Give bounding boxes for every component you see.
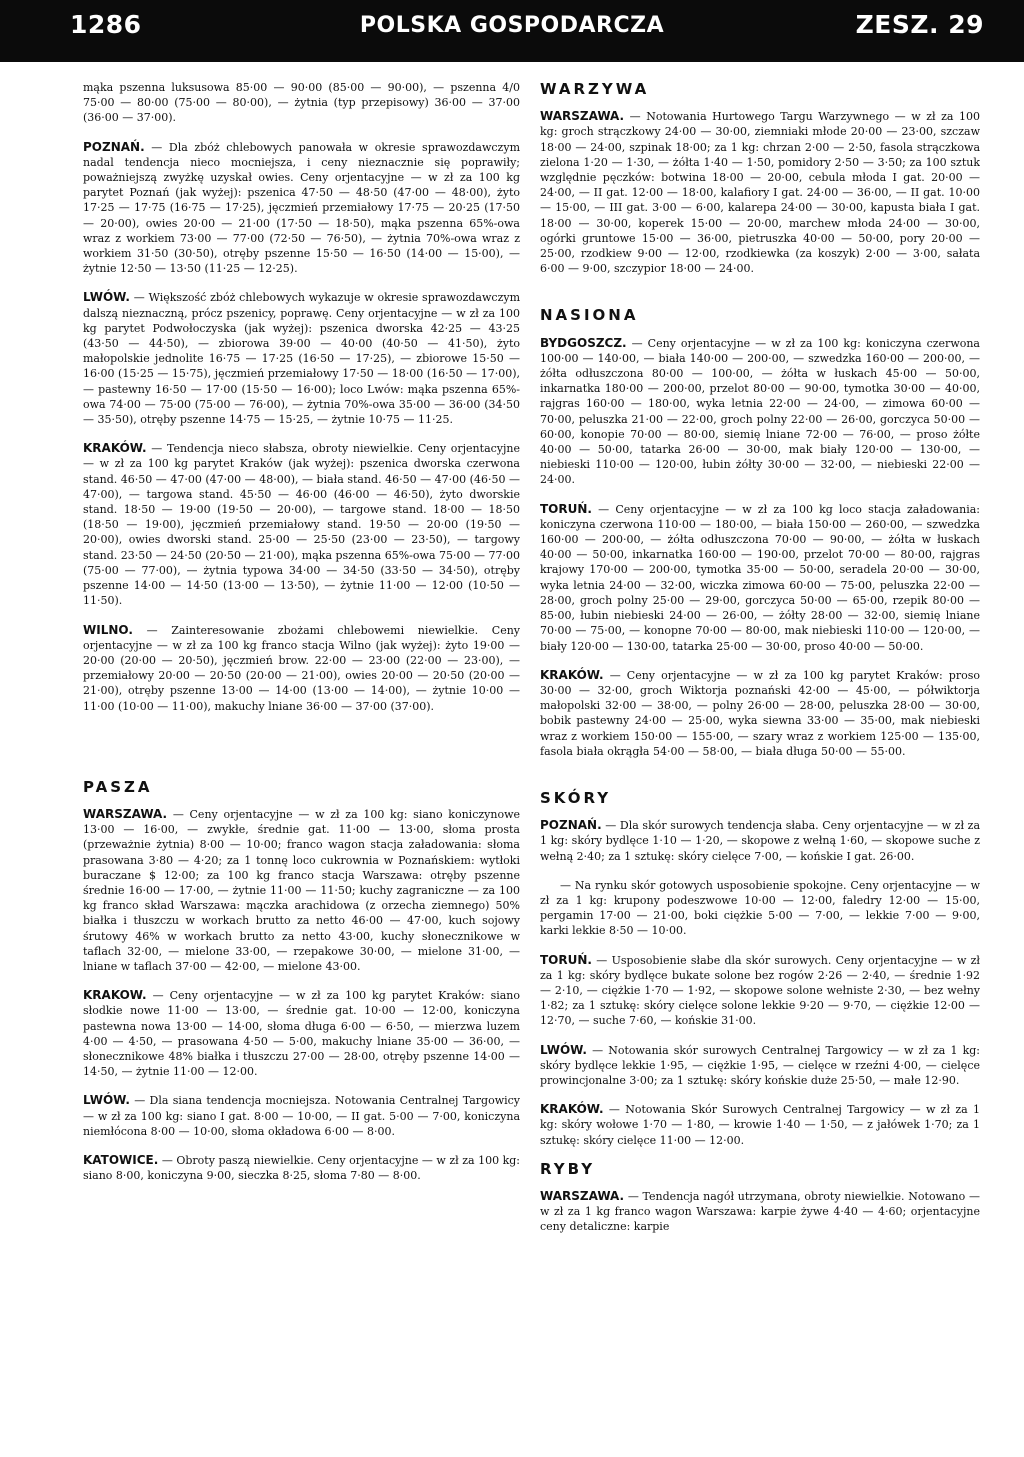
paragraph-text: — Ceny orjentacyjne — w zł za 100 kg parytet Kraków: siano słodkie nowe 11·00 — 13·00, — średnie gat. 10·00 — 12·00, koniczyna pastewna nowa 13·00 — 14·00, słoma długa 6·00 — 6·50, — mierzwa luzem 4·00 — 4·50, — prasowana 4·50 — 5·00, makuchy lniane 35·00 — 36·00, — słonecznikowe 48% białka i tłuszczu 27·00 — 28·00, otręby pszenne 14·00 — 14·50, — żytnie 11·00 — 12·00. [83,989,520,1079]
city-heading: LWÓW. [83,290,130,305]
paragraph-krakow-grain [83,441,520,608]
right-column [540,80,980,1450]
paragraph-krakow-hides [540,1102,980,1148]
paragraph-text: — Ceny orjentacyjne — w zł za 100 kg: koniczyna czerwona 100·00 — 140·00, — biała 140·00 — 200·00, — szwedzka 160·00 — 200·00, — żółta odłuszczona 80·00 — 100·00, — żółta w łuskach 45·00 — 50·00, inkarnatka 180·00 — 200·00, przelot 80·00 — 90·00, tymotka 30·00 — 40·00, rajgras 160·00 — 180·00, wyka letnia 22·00 — 24·00, — zimowa 60·00 — 70·00, peluszka 21·00 — 22·00, groch polny 22·00 — 26·00, gorczyca 50·00 — 60·00, konopie 70·00 — 80·00, siemię lniane 72·00 — 76·00, — proso żółte 40·00 — 50·00, tatarka 26·00 — 30·00, mak biały 120·00 — 130·00, — niebieski 110·00 — 120·00, łubin żółty 30·00 — 32·00, — niebieski 22·00 — 24·00. [540,336,980,487]
paragraph-text: — Ceny orjentacyjne — w zł za 100 kg loco stacja załadowania: koniczyna czerwona 110·00 — 180·00, — biała 150·00 — 260·00, — szwedzka 160·00 — 200·00, — żółta odłuszczona 70·00 — 90·00, — żółta w łuskach 40·00 — 50·00, inkarnatka 160·00 — 190·00, przelot 70·00 — 80·00, rajgras krajowy 170·00 — 200·00, tymotka 35·00 — 50·00, seradela 20·00 — 30·00, wyka letnia 24·00 — 32·00, wiczka zimowa 60·00 — 75·00, peluszka 22·00 — 28·00, groch polny 25·00 — 29·00, gorczyca 50·00 — 65·00, rzepik 80·00 — 85·00, łubin niebieski 24·00 — 26·00, — żółty 28·00 — 32·00, siemię lniane 70·00 — 75·00, — konopne 70·00 — 80·00, mak niebieski 110·00 — 120·00, — biały 120·00 — 130·00, tatarka 25·00 — 30·00, proso 40·00 — 50·00. [540,502,980,653]
paragraph-text: — Usposobienie słabe dla skór surowych. Ceny orjentacyjne — w zł za 1 kg: skóry bydlęce bukate solone bez rogów 2·26 — 2·40, — średnie 1·92 — 2·10, — ciężkie 1·70 — 1·92, — skopowe solone wełniste 2·30, — bez wełny 1·82; za 1 sztukę: skóry cielęce solone lekkie 9·20 — 9·70, — ciężkie 12·00 — 12·70, — suche 7·60, — końskie 31·00. [540,953,980,1028]
paragraph-text: — Dla zbóż chlebowych panowała w okresie sprawozdawczym nadal tendencja nieco mocniejsza, i ceny nieznacznie się poprawiły; poważniejszą zwyżkę uzyskał owies. Ceny orjentacyjne — w zł za 100 kg parytet Poznań (jak wyżej): pszenica 47·50 — 48·50 (47·00 — 48·00), żyto 17·25 — 17·75 (16·75 — 17·25), jęczmień przemiałowy 17·75 — 20·25 (17·50 — 20·00), owies 20·00 — 21·00 (17·50 — 18·50), mąka pszenna 65%-owa wraz z workiem 73·00 — 77·00 (72·50 — 76·50), — żytnia 70%-owa wraz z workiem 31·50 (30·50), otręby pszenne 15·50 — 16·50 (14·00 — 15·00), — żytnie 12·50 — 13·50 (11·25 — 12·25). [83,140,520,276]
city-heading: LWÓW. [540,1042,587,1057]
city-heading: TORUŃ. [540,501,592,516]
paragraph-lwow-hides [540,1043,980,1089]
paragraph-text: — Większość zbóż chlebowych wykazuje w okresie sprawozdawczym dalszą nieznaczną, prócz pszenicy, poprawę. Ceny orjentacyjne — w zł za 100 kg parytet Podwołoczyska (jak wyżej): pszenica dworska 42·25 — 43·25 (43·50 — 44·50), — zbiorowa 39·00 — 40·00 (40·50 — 41·50), żyto małopolskie jednolite 16·75 — 17·25 (16·50 — 17·25), — zbiorowe 15·50 — 16·00 (15·25 — 15·75), jęczmień przemiałowy 17·50 — 18·00 (16·50 — 17·00), — pastewny 16·50 — 17·00 (15·50 — 16·00); loco Lwów: mąka pszenna 65%-owa 74·00 — 75·00 (75·00 — 76·00), — żytnia 70%-owa 35·00 — 36·00 (34·50 — 35·50), otręby pszenne 14·75 — 15·25, — żytnie 10·75 — 11·25. [83,291,520,427]
city-heading: BYDGOSZCZ. [540,335,627,350]
city-heading: POZNAŃ. [83,139,145,154]
paragraph-text: — Notowania Hurtowego Targu Warzywnego — w zł za 100 kg: groch strączkowy 24·00 — 30·00, ziemniaki młode 20·00 — 23·00, szczaw 18·00 — 24·00, szpinak 18·00; za 1 kg: chrzan 2·00 — 2·50, fasola strączkowa zielona 1·20 — 1·30, — żółta 1·40 — 1·50, pomidory 2·50 — 3·50; za 100 sztuk względnie pęczków: botwina 18·00 — 20·00, cebula młoda I gat. 20·00 — 24·00, — II gat. 12·00 — 18·00, kalafiory I gat. 24·00 — 36·00, — II gat. 10·00 — 15·00, — III gat. 3·00 — 6·00, kalarepa 24·00 — 30·00, kapusta biała I gat. 18·00 — 30·00, koperek 15·00 — 20·00, marchew młoda 24·00 — 30·00, ogórki gruntowe 15·00 — 36·00, pietruszka 40·00 — 50·00, pory 20·00 — 25·00, rzodkiew 9·00 — 12·00, rzodkiewka (za koszyk) 2·00 — 3·00, sałata 6·00 — 9·00, szczypior 18·00 — 24·00. [540,110,980,276]
paragraph-finished-leather: — Na rynku skór gotowych usposobienie spokojne. Ceny orjentacyjne — w zł za 1 kg: krupony podeszwowe 10·00 — 12·00, faledry 12·00 — 15·00, pergamin 17·00 — 21·00, boki ciężkie 5·00 — 7·00, — lekkie 7·00 — 9·00, karki lekkie 8·50 — 10·00. [540,878,980,938]
paragraph-warszawa-vegetables [540,109,980,276]
paragraph-text: — Notowania Skór Surowych Centralnej Targowicy — w zł za 1 kg: skóry wołowe 1·70 — 1·80, — krowie 1·40 — 1·50, — z jałówek 1·70; za 1 sztukę: skóry cielęce 11·00 — 12·00. [540,1103,980,1147]
paragraph-text: — Dla siana tendencja mocniejsza. Notowania Centralnej Targowicy — w zł za 100 kg: siano I gat. 8·00 — 10·00, — II gat. 5·00 — 7·00, koniczyna niemłócona 8·00 — 10·00, słoma okładowa 6·00 — 8·00. [83,1094,520,1138]
paragraph-poznan-hides [540,818,980,864]
city-heading: WARSZAWA. [540,109,625,124]
section-heading-pasza: PASZA [83,777,153,796]
paragraph-text: — Obroty paszą niewielkie. Ceny orjentacyjne — w zł za 100 kg: siano 8·00, koniczyna 9·00, sieczka 8·25, słoma 7·80 — 8·00. [83,1153,520,1183]
paragraph-text: — Ceny orjentacyjne — w zł za 100 kg parytet Kraków: proso 30·00 — 32·00, groch Wiktorja poznański 42·00 — 45·00, — półwiktorja małopolski 32·00 — 38·00, — polny 26·00 — 28·00, peluszka 28·00 — 30·00, bobik pastewny 24·00 — 25·00, wyka siewna 33·00 — 35·00, mak niebieski wraz z workiem 150·00 — 155·00, — szary wraz z workiem 125·00 — 135·00, fasola biała okrągła 54·00 — 58·00, — biała długa 50·00 — 55·00. [540,668,980,758]
paragraph-poznan-grain [83,140,520,277]
city-heading: KRAKÓW. [540,667,604,682]
paragraph-torun-seeds [540,502,980,654]
left-column [83,80,520,1450]
paragraph-krakow-fodder [83,988,520,1079]
paragraph-lwow-grain [83,290,520,427]
section-heading-warzywa: WARZYWA [540,80,650,98]
city-heading: TORUŃ. [540,952,592,967]
city-heading: WARSZAWA. [540,1188,625,1203]
paragraph-text: — Dla skór surowych tendencja słaba. Ceny orjentacyjne — w zł za 1 kg: skóry bydlęce 1·10 — 1·20, — skopowe z wełną 1·60, — skopowe suche z wełną 2·40; za 1 sztukę: skóry cielęce 7·00, — końskie I gat. 26·00. [540,819,980,863]
paragraph-text: — Tendencja nagół utrzymana, obroty niewielkie. Notowano — w zł za 1 kg franco wagon Warszawa: karpie żywe 4·40 — 4·60; orjentacyjne ceny detaliczne: karpie [540,1189,980,1234]
journal-title: POLSKA GOSPODARCZA [359,13,665,38]
paragraph-wilno-grain [83,623,520,714]
paragraph-torun-hides [540,953,980,1029]
page-number: 1286 [70,10,142,39]
paragraph-katowice-fodder [83,1153,520,1183]
paragraph-text: — Ceny orjentacyjne — w zł za 100 kg: siano koniczynowe 13·00 — 16·00, — zwykłe, średnie gat. 11·00 — 13·00, słoma prosta (przeważnie żytnia) 8·00 — 10·00; franco wagon stacja załadowania: słoma prasowana 3·80 — 4·20; za 1 tonnę loco cukrownia w Poznańskiem: wytłoki buraczane $ 12·00; za 100 kg franco stacja Warszawa: otręby pszenne średnie 16·00 — 17·00, — żytnie 11·00 — 11·50; kuchy zagraniczne — za 100 kg franco skład Warszawa: mączka arachidowa (z orzecha ziemnego) 50% białka i tłuszczu w workach brutto za netto 46·00 — 47·00, kuch sojowy śrutowy 46% w workach brutto za netto 43·00, kuchy słonecznikowe w taflach 32·00, — mielone 33·00, — rzepakowe 30·00, — mielone 31·00, — lniane w taflach 37·00 — 42·00, — mielone 43·00. [83,807,520,973]
city-heading: WARSZAWA. [83,806,168,821]
city-heading: POZNAŃ. [540,818,602,833]
city-heading: KRAKÓW. [83,441,147,456]
paragraph-text: — Tendencja nieco słabsza, obroty niewielkie. Ceny orjentacyjne — w zł za 100 kg parytet Kraków (jak wyżej): pszenica dworska czerwona stand. 46·50 — 47·00 (47·00 — 48·00), — biała stand. 46·50 — 47·00 (46·50 — 47·00), — targowa stand. 45·50 — 46·00 (46·00 — 46·50), żyto dworskie stand. 18·50 — 19·00 (19·50 — 20·00), — targowe stand. 18·00 — 18·50 (18·50 — 19·00), jęczmień przemiałowy stand. 19·50 — 20·00 (19·50 — 20·00), owies dworski stand. 25·00 — 25·50 (23·00 — 23·50), — targowy stand. 23·50 — 24·50 (20·50 — 21·00), mąka pszenna 65%-owa 75·00 — 77·00 (75·00 — 77·00), — żytnia typowa 34·00 — 34·50 (33·50 — 34·50), otręby pszenne 14·00 — 14·50 (13·00 — 13·50), — żytnie 11·00 — 12·00 (10·50 — 11·50). [83,442,520,608]
paragraph-bydgoszcz-seeds [540,336,980,488]
paragraph-warszawa-fish [540,1189,980,1235]
city-heading: WILNO. [83,622,133,637]
city-heading: KATOWICE. [83,1152,159,1167]
paragraph-continuation: mąka pszenna luksusowa 85·00 — 90·00 (85·00 — 90·00), — pszenna 4/0 75·00 — 80·00 (75·00 — 80·00), — żytnia (typ przepisowy) 36·00 — 37·00 (36·00 — 37·00). [83,81,520,125]
running-header [0,0,1024,62]
city-heading: KRAKOW. [83,988,147,1003]
paragraph-text: — Notowania skór surowych Centralnej Targowicy — w zł za 1 kg: skóry bydlęce lekkie 1·95, — ciężkie 1·95, — cielęce w rzeźni 4·00, — cielęce prowincjonalne 3·00; za 1 sztukę: skóry końskie duże 25·50, — małe 12·90. [540,1043,980,1087]
paragraph-warszawa-fodder [83,807,520,974]
paragraph-lwow-fodder [83,1093,520,1139]
city-heading: LWÓW. [83,1093,130,1108]
section-heading-nasiona: NASIONA [540,306,639,325]
city-heading: KRAKÓW. [540,1102,604,1117]
issue-number: ZESZ. 29 [855,10,984,39]
paragraph-krakow-seeds [540,668,980,759]
section-heading-ryby: RYBY [540,1159,596,1178]
section-heading-skory: SKÓRY [540,788,612,807]
paragraph-text: — Zainteresowanie zbożami chlebowemi niewielkie. Ceny orjentacyjne — w zł za 100 kg franco stacja Wilno (jak wyżej): żyto 19·00 — 20·00 (20·00 — 20·50), jęczmień brow. 22·00 — 23·00 (22·00 — 23·00), — przemiałowy 20·00 — 20·50 (20·00 — 21·00), owies 20·00 — 20·50 (20·00 — 21·00), otręby pszenne 13·00 — 14·00 (13·00 — 14·00), — żytnie 10·00 — 11·00 (10·00 — 11·00), makuchy lniane 36·00 — 37·00 (37·00). [83,623,520,713]
